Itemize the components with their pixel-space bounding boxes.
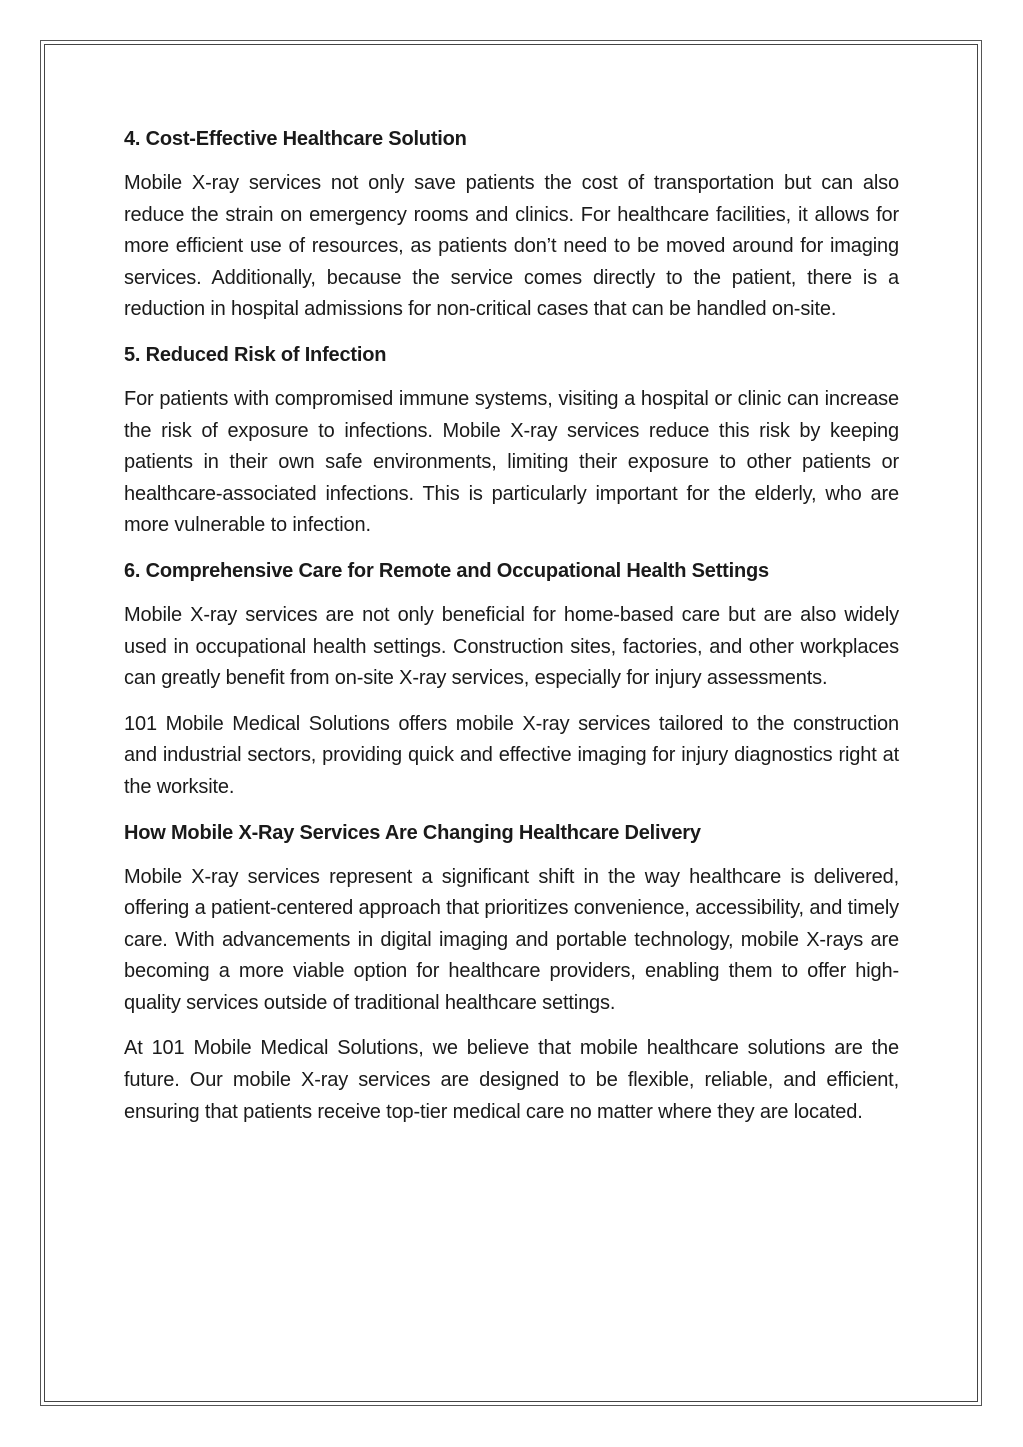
- paragraph-cost-effective: Mobile X-ray services not only save patients the cost of transportation but can also reduce the strain on emergency rooms and clinics. For healthcare facilities, it allows for more efficient use of resources, as patients don’t need to be moved around for imaging services. Additionally, because the service comes directly to the patient, there is a reduction in hospital admissions for non-critical cases that can be handled on-site.: [124, 172, 899, 321]
- section-heading-reduced-risk: 5. Reduced Risk of Infection: [124, 343, 387, 366]
- section-heading-comprehensive-care: 6. Comprehensive Care for Remote and Occupational Health Settings: [124, 559, 769, 582]
- section-heading-cost-effective: 4. Cost-Effective Healthcare Solution: [124, 128, 467, 150]
- section-heading-changing-delivery: How Mobile X-Ray Services Are Changing Healthcare Delivery: [124, 821, 701, 844]
- document-body: [124, 124, 899, 1142]
- paragraph-comprehensive-care-2: 101 Mobile Medical Solutions offers mobile X-ray services tailored to the construction and industrial sectors, providing quick and effective imaging for injury diagnostics right at the worksite.: [124, 712, 899, 798]
- paragraph-reduced-risk: For patients with compromised immune systems, visiting a hospital or clinic can increase the risk of exposure to infections. Mobile X-ray services reduce this risk by keeping patients in their own safe environments, limiting their exposure to other patients or healthcare-associated infections. This is particularly important for the elderly, who are more vulnerable to infection.: [124, 387, 899, 537]
- paragraph-changing-delivery-2: At 101 Mobile Medical Solutions, we believe that mobile healthcare solutions are the future. Our mobile X-ray services are designed to be flexible, reliable, and efficient, ensuring that patients receive top-tier medical care no matter where they are located.: [124, 1037, 899, 1123]
- paragraph-comprehensive-care-1: Mobile X-ray services are not only beneficial for home-based care but are also widely used in occupational health settings. Construction sites, factories, and other workplaces can greatly benefit from on-site X-ray services, especially for injury assessments.: [124, 603, 899, 690]
- paragraph-changing-delivery-1: Mobile X-ray services represent a significant shift in the way healthcare is delivered, offering a patient-centered approach that prioritizes convenience, accessibility, and timely care. With advancements in digital imaging and portable technology, mobile X-rays are becoming a more viable option for healthcare providers, enabling them to offer high-quality services outside of traditional healthcare settings.: [124, 865, 899, 1014]
